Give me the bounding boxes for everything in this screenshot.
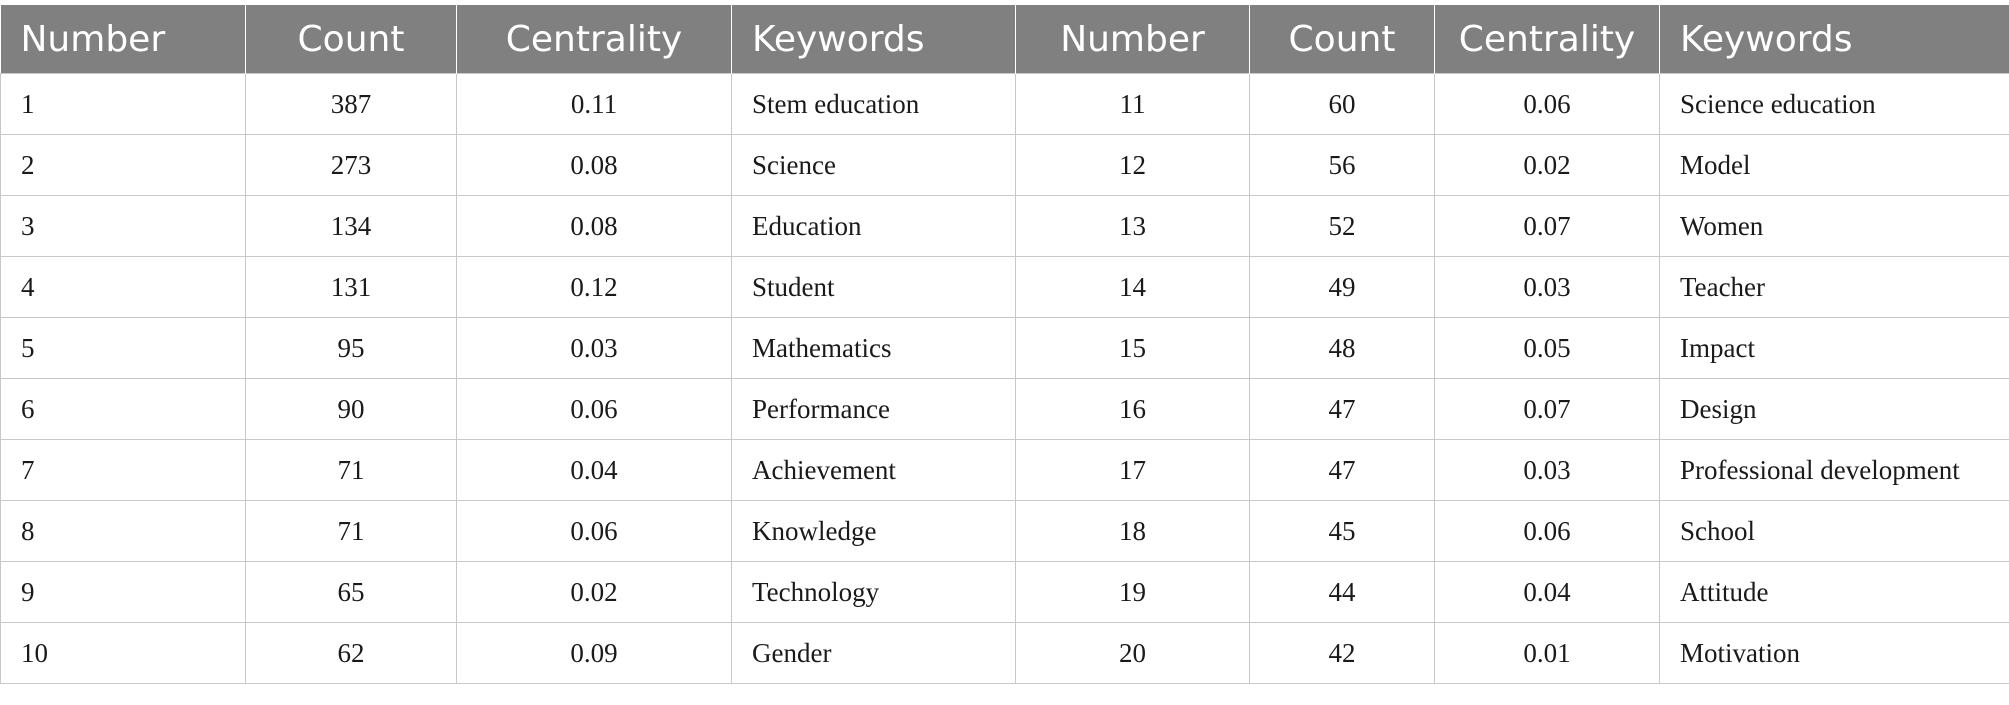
cell-number-right: 11 — [1016, 74, 1250, 135]
cell-number-left: 3 — [1, 196, 246, 257]
header-cell-count-left: Count — [246, 5, 457, 74]
cell-count-right: 47 — [1250, 379, 1435, 440]
header-cell-number-left: Number — [1, 5, 246, 74]
cell-number-right: 18 — [1016, 501, 1250, 562]
cell-centrality-right: 0.05 — [1435, 318, 1660, 379]
cell-keyword-right: Science education — [1660, 74, 2009, 135]
cell-count-left: 65 — [246, 562, 457, 623]
cell-centrality-left: 0.08 — [457, 135, 732, 196]
cell-number-right: 12 — [1016, 135, 1250, 196]
cell-count-right: 60 — [1250, 74, 1435, 135]
table-body — [1, 74, 2009, 684]
cell-centrality-left: 0.06 — [457, 501, 732, 562]
cell-count-right: 42 — [1250, 623, 1435, 684]
cell-centrality-right: 0.03 — [1435, 257, 1660, 318]
cell-keyword-left: Stem education — [732, 74, 1016, 135]
cell-keyword-left: Science — [732, 135, 1016, 196]
header-cell-count-right: Count — [1250, 5, 1435, 74]
table-row — [1, 196, 2009, 257]
cell-centrality-left: 0.04 — [457, 440, 732, 501]
cell-keyword-right: Attitude — [1660, 562, 2009, 623]
table-row — [1, 135, 2009, 196]
cell-keyword-left: Mathematics — [732, 318, 1016, 379]
cell-keyword-right: School — [1660, 501, 2009, 562]
cell-keyword-right: Motivation — [1660, 623, 2009, 684]
cell-keyword-left: Education — [732, 196, 1016, 257]
cell-number-left: 2 — [1, 135, 246, 196]
header-cell-centrality-right: Centrality — [1435, 5, 1660, 74]
header-cell-keywords-left: Keywords — [732, 5, 1016, 74]
cell-number-right: 15 — [1016, 318, 1250, 379]
cell-count-left: 95 — [246, 318, 457, 379]
header-cell-centrality-left: Centrality — [457, 5, 732, 74]
cell-centrality-right: 0.04 — [1435, 562, 1660, 623]
cell-keyword-left: Knowledge — [732, 501, 1016, 562]
cell-centrality-right: 0.06 — [1435, 501, 1660, 562]
cell-count-left: 90 — [246, 379, 457, 440]
cell-keyword-right: Women — [1660, 196, 2009, 257]
cell-keyword-right: Teacher — [1660, 257, 2009, 318]
cell-count-left: 71 — [246, 440, 457, 501]
cell-centrality-right: 0.02 — [1435, 135, 1660, 196]
cell-keyword-right: Professional development — [1660, 440, 2009, 501]
cell-keyword-left: Technology — [732, 562, 1016, 623]
cell-centrality-right: 0.06 — [1435, 74, 1660, 135]
cell-keyword-right: Design — [1660, 379, 2009, 440]
cell-number-left: 7 — [1, 440, 246, 501]
cell-centrality-right: 0.03 — [1435, 440, 1660, 501]
cell-number-left: 8 — [1, 501, 246, 562]
cell-count-right: 49 — [1250, 257, 1435, 318]
cell-number-left: 9 — [1, 562, 246, 623]
cell-number-left: 6 — [1, 379, 246, 440]
cell-number-left: 4 — [1, 257, 246, 318]
table-row — [1, 623, 2009, 684]
keyword-table — [0, 5, 2009, 684]
cell-count-left: 387 — [246, 74, 457, 135]
cell-number-right: 14 — [1016, 257, 1250, 318]
cell-count-right: 45 — [1250, 501, 1435, 562]
cell-count-left: 273 — [246, 135, 457, 196]
cell-number-right: 19 — [1016, 562, 1250, 623]
cell-keyword-left: Student — [732, 257, 1016, 318]
table-row — [1, 74, 2009, 135]
cell-centrality-left: 0.03 — [457, 318, 732, 379]
cell-keyword-right: Impact — [1660, 318, 2009, 379]
cell-count-right: 48 — [1250, 318, 1435, 379]
cell-count-right: 56 — [1250, 135, 1435, 196]
header-cell-keywords-right: Keywords — [1660, 5, 2009, 74]
cell-count-left: 71 — [246, 501, 457, 562]
header-row — [1, 5, 2009, 74]
cell-keyword-left: Gender — [732, 623, 1016, 684]
cell-centrality-left: 0.11 — [457, 74, 732, 135]
table-row — [1, 379, 2009, 440]
cell-centrality-left: 0.08 — [457, 196, 732, 257]
cell-keyword-right: Model — [1660, 135, 2009, 196]
table-row — [1, 318, 2009, 379]
cell-centrality-left: 0.02 — [457, 562, 732, 623]
cell-number-left: 5 — [1, 318, 246, 379]
table-row — [1, 440, 2009, 501]
table-row — [1, 257, 2009, 318]
table-row — [1, 562, 2009, 623]
cell-number-right: 16 — [1016, 379, 1250, 440]
cell-count-left: 134 — [246, 196, 457, 257]
cell-centrality-right: 0.07 — [1435, 379, 1660, 440]
cell-keyword-left: Performance — [732, 379, 1016, 440]
cell-count-right: 47 — [1250, 440, 1435, 501]
cell-centrality-left: 0.12 — [457, 257, 732, 318]
cell-number-left: 10 — [1, 623, 246, 684]
table-row — [1, 501, 2009, 562]
table-header — [1, 5, 2009, 74]
cell-centrality-right: 0.01 — [1435, 623, 1660, 684]
cell-count-right: 44 — [1250, 562, 1435, 623]
cell-count-left: 62 — [246, 623, 457, 684]
header-cell-number-right: Number — [1016, 5, 1250, 74]
cell-number-right: 13 — [1016, 196, 1250, 257]
cell-centrality-right: 0.07 — [1435, 196, 1660, 257]
cell-keyword-left: Achievement — [732, 440, 1016, 501]
cell-count-right: 52 — [1250, 196, 1435, 257]
cell-number-left: 1 — [1, 74, 246, 135]
cell-number-right: 17 — [1016, 440, 1250, 501]
cell-number-right: 20 — [1016, 623, 1250, 684]
cell-centrality-left: 0.09 — [457, 623, 732, 684]
cell-count-left: 131 — [246, 257, 457, 318]
cell-centrality-left: 0.06 — [457, 379, 732, 440]
